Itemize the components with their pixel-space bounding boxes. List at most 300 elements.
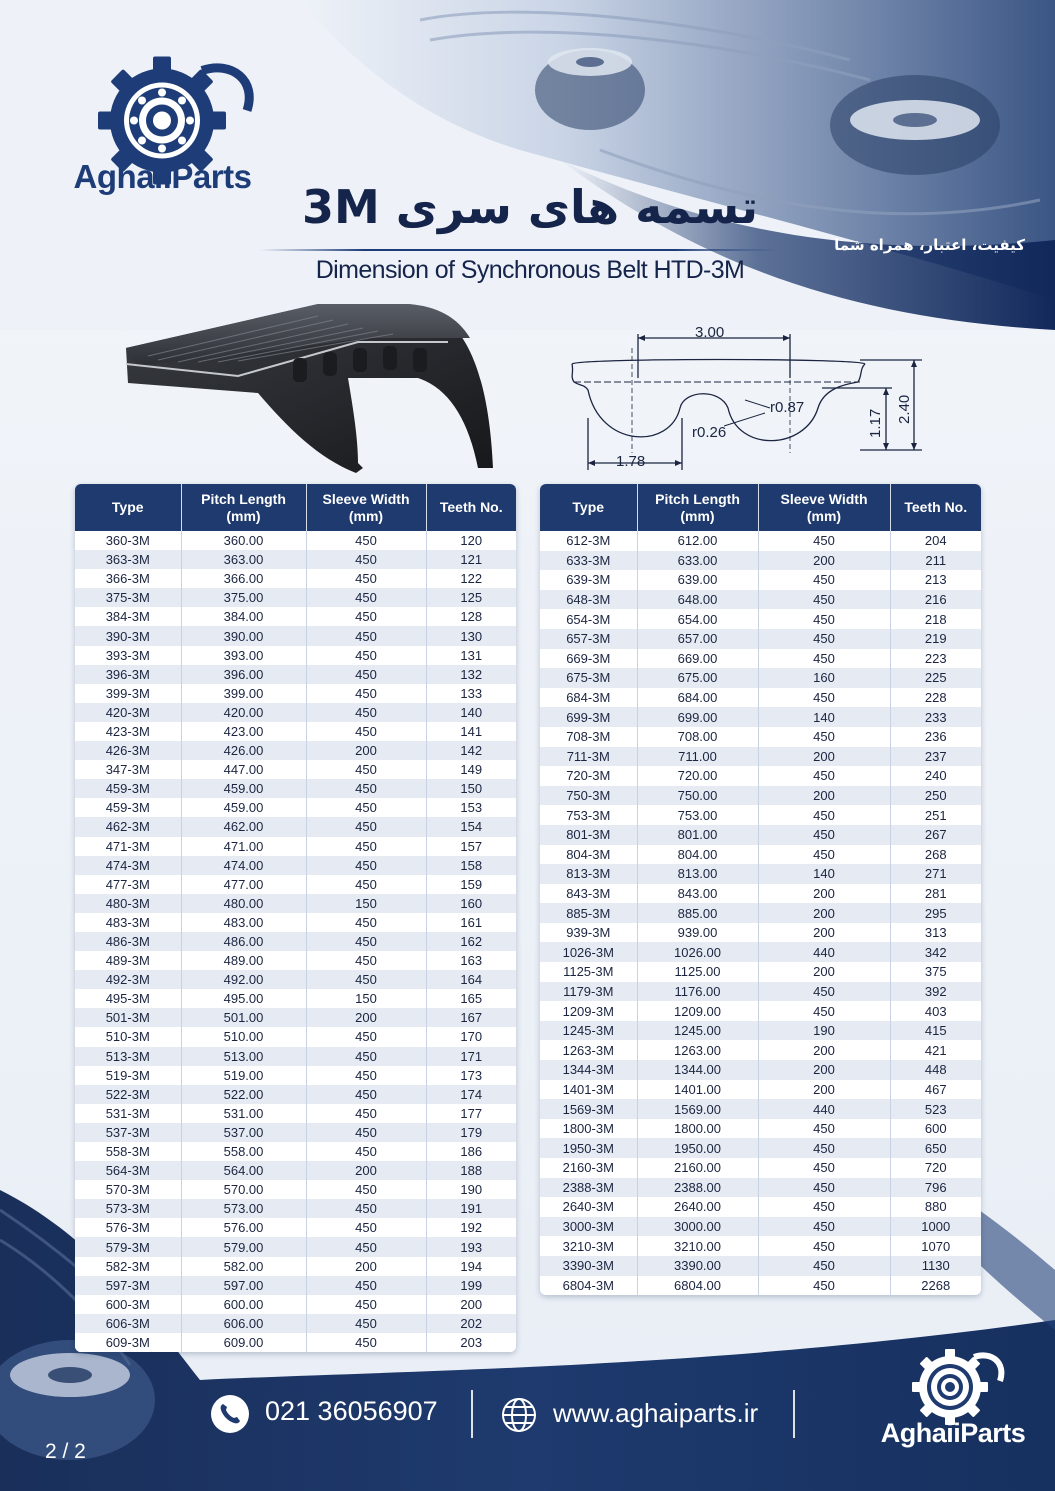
cell-type: 570-3M [75, 1180, 181, 1199]
cell-teeth: 295 [890, 903, 981, 923]
table-row [540, 1138, 981, 1158]
cell-teeth: 165 [426, 989, 516, 1008]
cell-type: 843-3M [540, 884, 637, 904]
cell-sleeve-width: 450 [306, 1085, 426, 1104]
cell-pitch-length: 459.00 [181, 798, 306, 817]
cell-teeth: 467 [890, 1080, 981, 1100]
cell-type: 1569-3M [540, 1099, 637, 1119]
cell-sleeve-width: 200 [758, 786, 890, 806]
page-title: تسمه های سری 3M [302, 180, 758, 234]
cell-teeth: 211 [890, 551, 981, 571]
table-row [540, 707, 981, 727]
cell-type: 426-3M [75, 741, 181, 760]
col-sleeve-width-unit: (mm) [348, 507, 384, 524]
cell-teeth: 448 [890, 1060, 981, 1080]
cell-pitch-length: 459.00 [181, 779, 306, 798]
cell-pitch-length: 366.00 [181, 569, 306, 588]
table-row [540, 825, 981, 845]
cell-teeth: 237 [890, 747, 981, 767]
cell-teeth: 179 [426, 1123, 516, 1142]
cell-sleeve-width: 200 [758, 884, 890, 904]
dim-total-height: 2.40 [896, 394, 913, 424]
table-row [540, 845, 981, 865]
table-row [540, 590, 981, 610]
table-body-right [540, 531, 981, 1295]
table-row [540, 923, 981, 943]
cell-teeth: 199 [426, 1276, 516, 1295]
col-sleeve-width-label: Sleeve Width [780, 490, 868, 507]
cell-teeth: 223 [890, 649, 981, 669]
table-row [75, 1008, 516, 1027]
cell-pitch-length: 1401.00 [637, 1080, 758, 1100]
cell-teeth: 200 [426, 1295, 516, 1314]
cell-sleeve-width: 200 [306, 1008, 426, 1027]
brand-name-footer: AghaiiParts [880, 1418, 1026, 1448]
table-row [75, 970, 516, 989]
cell-pitch-length: 600.00 [181, 1295, 306, 1314]
cell-teeth: 600 [890, 1119, 981, 1139]
cell-teeth: 268 [890, 845, 981, 865]
cell-pitch-length: 501.00 [181, 1008, 306, 1027]
cell-sleeve-width: 450 [758, 825, 890, 845]
cell-teeth: 150 [426, 779, 516, 798]
phone-number[interactable]: 021 36056907 [265, 1396, 438, 1426]
cell-teeth: 163 [426, 951, 516, 970]
cell-sleeve-width: 450 [758, 982, 890, 1002]
table-row [75, 1276, 516, 1295]
cell-pitch-length: 750.00 [637, 786, 758, 806]
cell-pitch-length: 633.00 [637, 551, 758, 571]
cell-pitch-length: 375.00 [181, 588, 306, 607]
cell-teeth: 188 [426, 1161, 516, 1180]
cell-type: 462-3M [75, 817, 181, 836]
cell-type: 1800-3M [540, 1119, 637, 1139]
cell-teeth: 133 [426, 684, 516, 703]
cell-pitch-length: 720.00 [637, 766, 758, 786]
cell-pitch-length: 3390.00 [637, 1256, 758, 1276]
cell-sleeve-width: 450 [306, 970, 426, 989]
cell-sleeve-width: 450 [758, 1178, 890, 1198]
table-header-row [75, 484, 516, 531]
page-subtitle: Dimension of Synchronous Belt HTD-3M [315, 256, 745, 284]
cell-sleeve-width: 450 [758, 688, 890, 708]
cell-teeth: 192 [426, 1218, 516, 1237]
cell-sleeve-width: 450 [306, 760, 426, 779]
cell-type: 1125-3M [540, 962, 637, 982]
table-row [75, 569, 516, 588]
table-row [540, 1060, 981, 1080]
cell-type: 393-3M [75, 646, 181, 665]
cell-sleeve-width: 450 [306, 626, 426, 645]
cell-type: 558-3M [75, 1142, 181, 1161]
cell-pitch-length: 384.00 [181, 607, 306, 626]
table-row [75, 913, 516, 932]
cell-type: 474-3M [75, 856, 181, 875]
cell-sleeve-width: 450 [758, 1217, 890, 1237]
cell-sleeve-width: 200 [758, 551, 890, 571]
cell-pitch-length: 654.00 [637, 609, 758, 629]
slogan: کیفیت، اعتبار، همراه شما [834, 236, 1025, 254]
cell-sleeve-width: 200 [306, 741, 426, 760]
cell-teeth: 141 [426, 722, 516, 741]
cell-type: 573-3M [75, 1199, 181, 1218]
cell-type: 2640-3M [540, 1197, 637, 1217]
cell-teeth: 228 [890, 688, 981, 708]
cell-teeth: 213 [890, 570, 981, 590]
cell-sleeve-width: 450 [306, 531, 426, 550]
tooth-profile-diagram [560, 318, 940, 478]
cell-teeth: 157 [426, 837, 516, 856]
table-row [75, 531, 516, 550]
cell-pitch-length: 609.00 [181, 1333, 306, 1352]
cell-type: 399-3M [75, 684, 181, 703]
table-row [540, 1021, 981, 1041]
table-row [540, 786, 981, 806]
cell-sleeve-width: 140 [758, 707, 890, 727]
cell-pitch-length: 1800.00 [637, 1119, 758, 1139]
col-type: Type [75, 484, 181, 531]
col-teeth: Teeth No. [890, 484, 981, 531]
table-row [75, 875, 516, 894]
table-row [540, 903, 981, 923]
cell-teeth: 177 [426, 1104, 516, 1123]
cell-type: 606-3M [75, 1314, 181, 1333]
cell-sleeve-width: 200 [758, 923, 890, 943]
cell-teeth: 140 [426, 703, 516, 722]
cell-teeth: 121 [426, 550, 516, 569]
cell-type: 489-3M [75, 951, 181, 970]
title-divider [260, 249, 780, 251]
table-row [540, 1217, 981, 1237]
cell-sleeve-width: 450 [758, 1256, 890, 1276]
cell-type: 375-3M [75, 588, 181, 607]
cell-sleeve-width: 450 [758, 1236, 890, 1256]
cell-teeth: 251 [890, 805, 981, 825]
cell-teeth: 392 [890, 982, 981, 1002]
table-row [75, 1123, 516, 1142]
cell-sleeve-width: 450 [306, 1180, 426, 1199]
cell-teeth: 167 [426, 1008, 516, 1027]
cell-pitch-length: 597.00 [181, 1276, 306, 1295]
cell-sleeve-width: 200 [306, 1161, 426, 1180]
cell-pitch-length: 426.00 [181, 741, 306, 760]
table-row [75, 894, 516, 913]
cell-pitch-length: 669.00 [637, 649, 758, 669]
cell-sleeve-width: 200 [758, 962, 890, 982]
cell-pitch-length: 1569.00 [637, 1099, 758, 1119]
cell-pitch-length: 675.00 [637, 668, 758, 688]
cell-sleeve-width: 200 [758, 903, 890, 923]
cell-teeth: 160 [426, 894, 516, 913]
cell-pitch-length: 471.00 [181, 837, 306, 856]
cell-sleeve-width: 450 [306, 607, 426, 626]
table-row [540, 1256, 981, 1276]
cell-pitch-length: 1125.00 [637, 962, 758, 982]
cell-type: 675-3M [540, 668, 637, 688]
cell-pitch-length: 639.00 [637, 570, 758, 590]
table-row [75, 1199, 516, 1218]
table-row [75, 1066, 516, 1085]
cell-pitch-length: 462.00 [181, 817, 306, 836]
cell-pitch-length: 474.00 [181, 856, 306, 875]
table-row [540, 1276, 981, 1296]
cell-pitch-length: 486.00 [181, 932, 306, 951]
cell-sleeve-width: 160 [758, 668, 890, 688]
cell-pitch-length: 582.00 [181, 1257, 306, 1276]
cell-pitch-length: 648.00 [637, 590, 758, 610]
cell-pitch-length: 612.00 [637, 531, 758, 551]
cell-type: 564-3M [75, 1161, 181, 1180]
cell-teeth: 128 [426, 607, 516, 626]
cell-sleeve-width: 450 [758, 1276, 890, 1296]
cell-teeth: 796 [890, 1178, 981, 1198]
cell-type: 1245-3M [540, 1021, 637, 1041]
cell-pitch-length: 513.00 [181, 1047, 306, 1066]
table-row [75, 1161, 516, 1180]
table-row [75, 1314, 516, 1333]
cell-pitch-length: 2388.00 [637, 1178, 758, 1198]
table-row [75, 665, 516, 684]
table-row [75, 626, 516, 645]
cell-type: 654-3M [540, 609, 637, 629]
cell-pitch-length: 606.00 [181, 1314, 306, 1333]
cell-type: 804-3M [540, 845, 637, 865]
cell-sleeve-width: 140 [758, 864, 890, 884]
table-row [540, 1001, 981, 1021]
cell-teeth: 164 [426, 970, 516, 989]
cell-type: 801-3M [540, 825, 637, 845]
cell-sleeve-width: 450 [758, 1119, 890, 1139]
table-row [75, 798, 516, 817]
cell-pitch-length: 576.00 [181, 1218, 306, 1237]
cell-pitch-length: 393.00 [181, 646, 306, 665]
cell-teeth: 173 [426, 1066, 516, 1085]
table-row [75, 932, 516, 951]
cell-teeth: 403 [890, 1001, 981, 1021]
table-row [540, 649, 981, 669]
cell-pitch-length: 813.00 [637, 864, 758, 884]
cell-sleeve-width: 450 [306, 1123, 426, 1142]
cell-teeth: 233 [890, 707, 981, 727]
cell-pitch-length: 1263.00 [637, 1040, 758, 1060]
cell-sleeve-width: 450 [306, 798, 426, 817]
cell-sleeve-width: 450 [758, 845, 890, 865]
col-pitch-length-label: Pitch Length [655, 490, 740, 507]
cell-type: 657-3M [540, 629, 637, 649]
cell-type: 1026-3M [540, 942, 637, 962]
cell-sleeve-width: 440 [758, 1099, 890, 1119]
table-row [75, 989, 516, 1008]
dim-tooth-width: 1.78 [616, 453, 646, 470]
col-pitch-length-unit: (mm) [226, 507, 261, 524]
cell-pitch-length: 1176.00 [637, 982, 758, 1002]
cell-pitch-length: 492.00 [181, 970, 306, 989]
cell-teeth: 236 [890, 727, 981, 747]
table-row [75, 1333, 516, 1352]
cell-type: 360-3M [75, 531, 181, 550]
cell-sleeve-width: 450 [758, 1001, 890, 1021]
cell-teeth: 523 [890, 1099, 981, 1119]
cell-teeth: 161 [426, 913, 516, 932]
cell-type: 3000-3M [540, 1217, 637, 1237]
table-row [75, 1085, 516, 1104]
dim-tooth-height: 1.17 [867, 408, 884, 438]
cell-teeth: 219 [890, 629, 981, 649]
cell-pitch-length: 939.00 [637, 923, 758, 943]
cell-sleeve-width: 200 [758, 747, 890, 767]
table-row [540, 805, 981, 825]
cell-teeth: 162 [426, 932, 516, 951]
cell-teeth: 159 [426, 875, 516, 894]
dim-radius-top: r0.87 [770, 399, 805, 416]
cell-pitch-length: 558.00 [181, 1142, 306, 1161]
cell-type: 669-3M [540, 649, 637, 669]
cell-type: 390-3M [75, 626, 181, 645]
cell-type: 1344-3M [540, 1060, 637, 1080]
cell-pitch-length: 1245.00 [637, 1021, 758, 1041]
cell-type: 522-3M [75, 1085, 181, 1104]
cell-sleeve-width: 450 [758, 609, 890, 629]
table-header-row [540, 484, 981, 531]
cell-sleeve-width: 450 [306, 588, 426, 607]
dim-pitch: 3.00 [695, 324, 725, 341]
col-pitch-length [637, 484, 758, 531]
table-row [540, 570, 981, 590]
cell-teeth: 203 [426, 1333, 516, 1352]
cell-type: 510-3M [75, 1027, 181, 1046]
cell-type: 1950-3M [540, 1138, 637, 1158]
cell-pitch-length: 711.00 [637, 747, 758, 767]
cell-teeth: 271 [890, 864, 981, 884]
cell-type: 537-3M [75, 1123, 181, 1142]
cell-pitch-length: 531.00 [181, 1104, 306, 1123]
cell-teeth: 281 [890, 884, 981, 904]
table-row [75, 817, 516, 836]
cell-pitch-length: 885.00 [637, 903, 758, 923]
cell-teeth: 120 [426, 531, 516, 550]
globe-icon [500, 1396, 538, 1434]
cell-teeth: 1130 [890, 1256, 981, 1276]
cell-sleeve-width: 450 [306, 1027, 426, 1046]
cell-pitch-length: 480.00 [181, 894, 306, 913]
table-row [75, 1257, 516, 1276]
cell-sleeve-width: 450 [306, 1333, 426, 1352]
cell-type: 519-3M [75, 1066, 181, 1085]
cell-pitch-length: 399.00 [181, 684, 306, 703]
cell-teeth: 313 [890, 923, 981, 943]
cell-type: 480-3M [75, 894, 181, 913]
table-row [75, 684, 516, 703]
cell-teeth: 142 [426, 741, 516, 760]
cell-type: 3390-3M [540, 1256, 637, 1276]
page-number: 2 / 2 [45, 1440, 86, 1463]
footer-divider [471, 1390, 473, 1438]
cell-type: 1401-3M [540, 1080, 637, 1100]
cell-teeth: 131 [426, 646, 516, 665]
table-row [75, 741, 516, 760]
table-row [540, 982, 981, 1002]
cell-type: 639-3M [540, 570, 637, 590]
table-row [75, 550, 516, 569]
table-row [75, 1142, 516, 1161]
cell-pitch-length: 1209.00 [637, 1001, 758, 1021]
cell-sleeve-width: 450 [306, 837, 426, 856]
cell-teeth: 125 [426, 588, 516, 607]
cell-pitch-length: 1344.00 [637, 1060, 758, 1080]
cell-teeth: 720 [890, 1158, 981, 1178]
col-sleeve-width-label: Sleeve Width [322, 490, 410, 507]
cell-type: 384-3M [75, 607, 181, 626]
cell-teeth: 267 [890, 825, 981, 845]
cell-sleeve-width: 200 [758, 1080, 890, 1100]
table-row [540, 688, 981, 708]
cell-pitch-length: 489.00 [181, 951, 306, 970]
cell-pitch-length: 708.00 [637, 727, 758, 747]
cell-pitch-length: 396.00 [181, 665, 306, 684]
cell-type: 699-3M [540, 707, 637, 727]
table-row [540, 1197, 981, 1217]
cell-sleeve-width: 450 [306, 875, 426, 894]
cell-type: 633-3M [540, 551, 637, 571]
cell-sleeve-width: 440 [758, 942, 890, 962]
cell-type: 420-3M [75, 703, 181, 722]
cell-teeth: 880 [890, 1197, 981, 1217]
cell-teeth: 122 [426, 569, 516, 588]
spec-table-left [75, 484, 516, 1352]
cell-teeth: 342 [890, 942, 981, 962]
cell-teeth: 2268 [890, 1276, 981, 1296]
cell-teeth: 194 [426, 1257, 516, 1276]
table-row [75, 1295, 516, 1314]
table-row [540, 629, 981, 649]
cell-type: 939-3M [540, 923, 637, 943]
cell-sleeve-width: 450 [758, 590, 890, 610]
table-row [75, 951, 516, 970]
table-row [75, 1218, 516, 1237]
cell-sleeve-width: 450 [306, 913, 426, 932]
table-row [75, 703, 516, 722]
brand-name: AghaiiParts [73, 158, 252, 195]
col-teeth: Teeth No. [426, 484, 516, 531]
col-type: Type [540, 484, 637, 531]
table-row [540, 668, 981, 688]
col-pitch-length [181, 484, 306, 531]
website-link[interactable]: www.aghaiparts.ir [553, 1398, 759, 1428]
cell-sleeve-width: 450 [306, 569, 426, 588]
cell-teeth: 186 [426, 1142, 516, 1161]
cell-type: 720-3M [540, 766, 637, 786]
cell-type: 1179-3M [540, 982, 637, 1002]
cell-pitch-length: 363.00 [181, 550, 306, 569]
cell-type: 531-3M [75, 1104, 181, 1123]
cell-type: 347-3M [75, 760, 181, 779]
cell-teeth: 202 [426, 1314, 516, 1333]
cell-type: 495-3M [75, 989, 181, 1008]
table-row [75, 607, 516, 626]
cell-pitch-length: 522.00 [181, 1085, 306, 1104]
cell-pitch-length: 2160.00 [637, 1158, 758, 1178]
table-row [75, 1104, 516, 1123]
cell-pitch-length: 564.00 [181, 1161, 306, 1180]
cell-teeth: 174 [426, 1085, 516, 1104]
cell-teeth: 149 [426, 760, 516, 779]
table-row [75, 760, 516, 779]
cell-sleeve-width: 450 [758, 1138, 890, 1158]
table-row [75, 1047, 516, 1066]
cell-type: 582-3M [75, 1257, 181, 1276]
table-row [540, 942, 981, 962]
cell-type: 459-3M [75, 798, 181, 817]
